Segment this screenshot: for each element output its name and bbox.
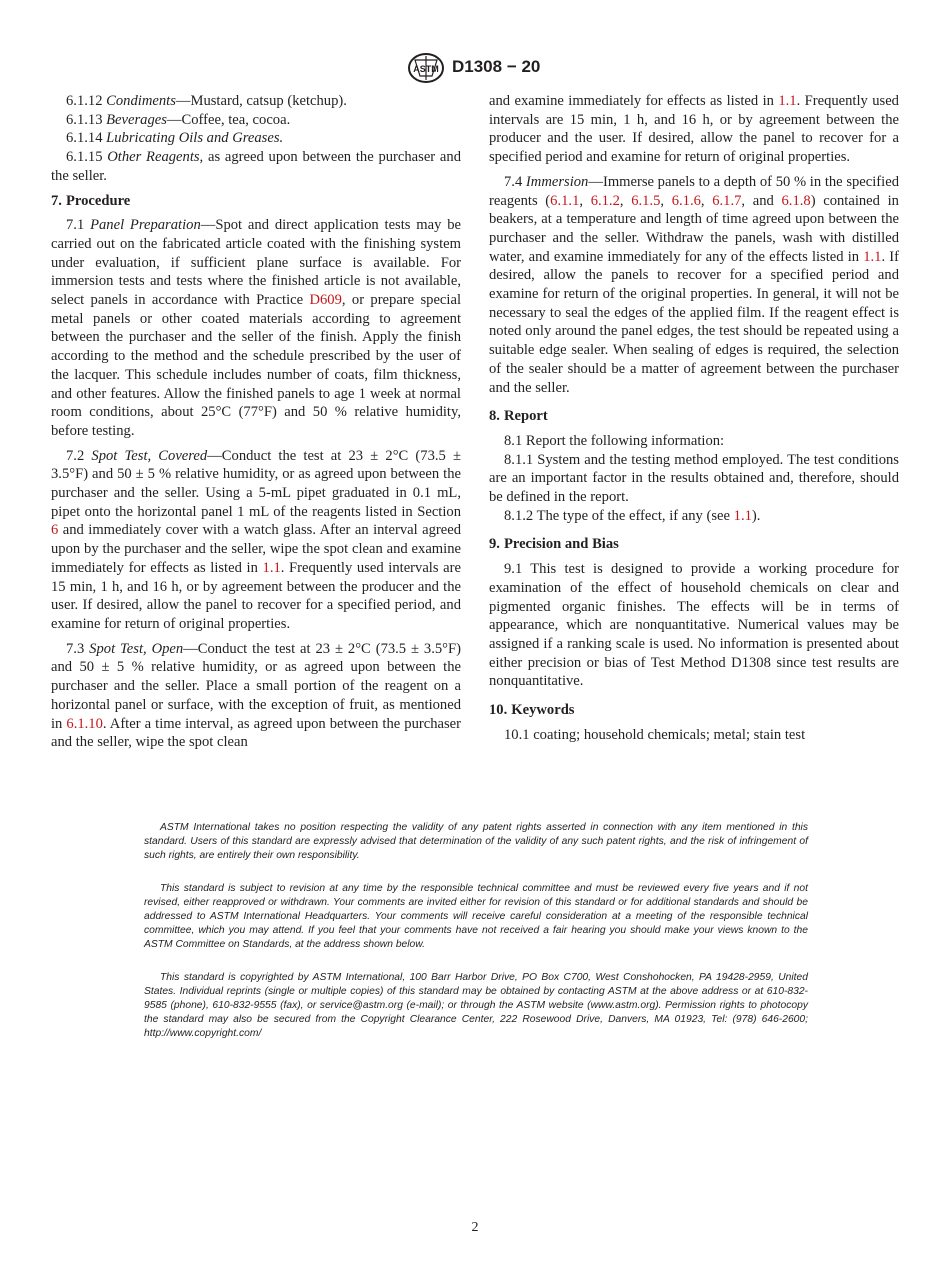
patent-notice: ASTM International takes no position respecting the validity of any patent rights asserted in connection with any item mentioned in this standard. Users of this standard are expressly advised that determination of the validity of any such patent rights, and the risk of infringement of such rights, are entirely their own responsibility.	[144, 822, 808, 861]
page-header	[0, 52, 950, 86]
link-1-1[interactable]: 1.1	[733, 507, 752, 524]
link-6-1-1[interactable]: 6.1.1	[550, 192, 580, 209]
page-number: 2	[471, 1220, 479, 1235]
clause-6-1-14: 6.1.14 Lubricating Oils and Greases.	[66, 130, 284, 147]
link-1-1[interactable]: 1.1	[778, 93, 797, 109]
clause-9-1: 9.1 This test is designed to provide a working procedure for examination of the effect of household chemicals on clear and pigmented organic finishes. The effects will be in terms of appearance, which are nonquantitative. Numerical values may be assigned if a ranking scale is used. No information is presented about either precision or bias of Test Method D1308 since test results are nonquantitative.	[489, 561, 899, 690]
link-6-1-6[interactable]: 6.1.6	[671, 192, 701, 209]
clause-7-4: 7.4 Immersion—Immerse panels to a depth of 50 % in the specified reagents (6.1.1, 6.1.2, 6.1.5, 6.1.6, 6.1.7, and 6.1.8) contained in beakers, at a temperature and length of time agreed upon between the purchaser and the seller. Withdraw the panels, wash with distilled water, and examine immediately for any of the effects listed in 1.1. If desired, allow the panels to recover for a specified period and examine for return of the original properties. In general, it will not be necessary to seal the edges of the applied film. If the reagent effect is noted only around the panel edges, the test should be repeated using a suitable edge sealer. When sealing of edges is required, the selection of the sealer should be a matter of agreement between the purchaser and the seller.	[489, 173, 899, 396]
clause-7-3-continued: and examine immediately for effects as listed in 1.1. Frequently used intervals are 15 min, 1 h, and 16 h, or by agreement between the producer and the user. If desired, allow the panel to recover for a specified period and examine for return of original properties.	[489, 93, 899, 166]
clause-7-3: 7.3 Spot Test, Open—Conduct the test at 23 ± 2°C (73.5 ± 3.5°F) and 50 ± 5 % relative humidity, or as agreed upon between the purchaser and the seller. Place a small portion of the reagent on a horizontal panel or surface, with the exception of fruit, as mentioned in 6.1.10. After a time interval, as agreed upon between the purchaser and the seller, wipe the spot clean	[51, 640, 462, 751]
copyright-notice: This standard is copyrighted by ASTM International, 100 Barr Harbor Drive, PO Box C700, West Conshohocken, PA 19428-2959, United States. Individual reprints (single or multiple copies) of this standard may be obtained by contacting ASTM at the above address or at 610-832-9585 (phone), 610-832-9555 (fax), or service@astm.org (e-mail); or through the ASTM website (www.astm.org). Permission rights to photocopy the standard may also be secured from the Copyright Clearance Center, 222 Rosewood Drive, Danvers, MA 01923, Tel: (978) 646-2600; http://www.copyright.com/	[144, 972, 808, 1039]
document-id: D1308 − 20	[452, 57, 541, 76]
link-d609[interactable]: D609	[309, 292, 342, 309]
clause-8-1: 8.1 Report the following information:	[504, 432, 725, 449]
clause-7-2: 7.2 Spot Test, Covered—Conduct the test at 23 ± 2°C (73.5 ± 3.5°F) and 50 ± 5 % relative humidity, or as agreed upon between the purchaser and the seller. Using a 5-mL pipet graduated in 0.1 mL, pipet onto the horizontal panel 1 mL of the reagents listed in Section 6 and immediately cover with a watch glass. After an interval agreed upon by the purchaser and the seller, wipe the spot clean and examine immediately for effects as listed in 1.1. Frequently used intervals are 15 min, 1 h, and 16 h, or by agreement between the producer and the user. If desired, allow the panel to recover for a specified period, and examine for return of original properties.	[51, 447, 461, 632]
link-6-1-7[interactable]: 6.1.7	[712, 192, 742, 209]
clause-8-1-2: 8.1.2 The type of the effect, if any (see 1.1).	[504, 507, 761, 524]
clause-6-1-15: 6.1.15 Other Reagents, as agreed upon between the purchaser and the seller.	[51, 149, 461, 184]
section-8-heading: 8. Report	[489, 408, 548, 425]
logo-text: ASTM	[413, 64, 439, 74]
section-7-heading: 7. Procedure	[51, 192, 131, 209]
link-1-1[interactable]: 1.1	[262, 559, 281, 576]
clause-8-1-1: 8.1.1 System and the testing method employed. The test conditions are an important factor in the results obtained and, therefore, should be defined in the report.	[489, 451, 899, 506]
link-6-1-5[interactable]: 6.1.5	[631, 192, 661, 209]
clause-10-1: 10.1 coating; household chemicals; metal; stain test	[504, 726, 806, 743]
revision-notice: This standard is subject to revision at any time by the responsible technical committee and must be reviewed every five years and if not revised, either reapproved or withdrawn. Your comments are invited either for revision of this standard or for additional standards and should be addressed to ASTM International Headquarters. Your comments will receive careful consideration at a meeting of the responsible technical committee, which you may attend. If you feel that your comments have not received a fair hearing you should make your views known to the ASTM Committee on Standards, at the address shown below.	[144, 883, 808, 950]
link-6-1-8[interactable]: 6.1.8	[781, 192, 811, 209]
astm-logo-icon	[406, 52, 446, 84]
section-10-heading: 10. Keywords	[489, 702, 575, 719]
legal-notices	[144, 821, 808, 1060]
left-column	[51, 92, 461, 758]
right-column	[489, 92, 899, 751]
link-6-1-10[interactable]: 6.1.10	[66, 715, 103, 732]
link-1-1[interactable]: 1.1	[863, 248, 882, 265]
link-6-1-2[interactable]: 6.1.2	[590, 192, 620, 209]
section-9-heading: 9. Precision and Bias	[489, 536, 619, 553]
clause-6-1-12: 6.1.12 Condiments—Mustard, catsup (ketchup).	[66, 93, 347, 109]
clause-7-1: 7.1 Panel Preparation—Spot and direct application tests may be carried out on the fabricated article coated with the finishing system under evaluation, if sufficient plane surface is available. For immersion tests and tests where the finished article is not available, select panels in accordance with Practice D609, or prepare special metal panels or other coated materials according to agreement between the purchaser and the seller of the finish. Apply the finish according to the method and the schedule prescribed by the user of the lacquer. This schedule includes number of coats, film thickness, and other features. Allow the finished panels to age 1 week at normal room conditions, about 25°C (77°F) and 50 % relative humidity, before testing.	[51, 217, 461, 439]
link-section-6[interactable]: 6	[51, 522, 59, 539]
clause-6-1-13: 6.1.13 Beverages—Coffee, tea, cocoa.	[66, 111, 291, 128]
